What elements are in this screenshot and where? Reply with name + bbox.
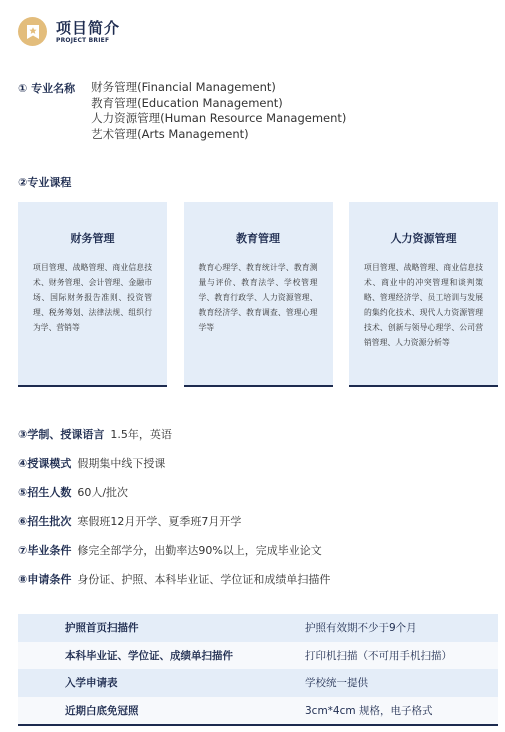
document-note: 学校统一提供 (305, 677, 368, 690)
star-bookmark-icon (18, 17, 47, 46)
courses-label: ②专业课程 (18, 176, 72, 189)
program-info-list (18, 419, 330, 593)
course-card-title: 财务管理 (70, 232, 115, 245)
info-label: ③学制、授课语言 (18, 427, 105, 441)
info-label: ⑧申请条件 (18, 572, 72, 586)
table-row (18, 697, 498, 725)
info-value: 60人/批次 (77, 485, 129, 499)
major-item-finance: 财务管理(Financial Management) (91, 80, 276, 94)
info-row-graduation (18, 535, 330, 564)
info-value: 寒假班12月开学、夏季班7月开学 (77, 514, 242, 528)
info-row-intake (18, 506, 330, 535)
course-card-body: 教育心理学、教育统计学、教育测量与评价、教育法学、学校管理学、教育行政学、人力资源管理、教育经济学、教育调查、管理心理学等 (198, 263, 318, 332)
course-card-hr (349, 202, 498, 387)
info-label: ⑤招生人数 (18, 485, 72, 499)
major-section (18, 80, 346, 142)
document-name: 本科毕业证、学位证、成绩单扫描件 (65, 649, 233, 662)
info-value: 修完全部学分，出勤率达90%以上，完成毕业论文 (77, 543, 322, 557)
page-header (18, 17, 120, 46)
table-row (18, 614, 498, 642)
course-card-title: 教育管理 (236, 232, 280, 245)
info-value: 身份证、护照、本科毕业证、学位证和成绩单扫描件 (77, 572, 331, 586)
major-list (91, 80, 346, 142)
course-card-body: 项目管理、战略管理、商业信息技术、财务管理、会计管理、金融市场、国际财务报告准则、投资管理、税务筹划、法律法规、组织行为学、营销等 (33, 263, 152, 332)
course-card-finance (18, 202, 167, 387)
info-label: ④授课模式 (18, 456, 72, 470)
course-card-title: 人力资源管理 (390, 232, 457, 245)
document-name: 护照首页扫描件 (65, 622, 139, 635)
table-row (18, 642, 498, 670)
course-card-body: 项目管理、战略管理、商业信息技术、商业中的冲突管理和谈判策略、管理经济学、员工培训与发展的集约化技术、现代人力资源管理技术、创新与领导心理学、公司营销管理、人力资源分析等 (364, 263, 483, 347)
document-name: 入学申请表 (65, 677, 118, 690)
info-row-duration (18, 419, 330, 448)
course-cards (18, 202, 498, 387)
document-name: 近期白底免冠照 (65, 704, 139, 717)
document-note: 3cm*4cm 规格，电子格式 (305, 704, 433, 717)
info-value: 1.5年，英语 (110, 427, 172, 441)
document-note: 打印机扫描（不可用手机扫描） (305, 649, 452, 662)
info-row-requirements (18, 564, 330, 593)
page-subtitle: PROJECT BRIEF (56, 36, 110, 44)
document-note: 护照有效期不少于9个月 (305, 622, 417, 635)
info-row-mode (18, 448, 330, 477)
info-label: ⑦毕业条件 (18, 543, 72, 557)
course-card-education (184, 202, 333, 387)
major-item-hr: 人力资源管理(Human Resource Management) (91, 111, 347, 125)
info-value: 假期集中线下授课 (77, 456, 166, 470)
info-label: ⑥招生批次 (18, 514, 72, 528)
info-row-enrollment (18, 477, 330, 506)
major-item-education: 教育管理(Education Management) (91, 95, 283, 110)
major-item-arts: 艺术管理(Arts Management) (91, 126, 249, 141)
page-title: 项目简介 (56, 18, 121, 37)
table-row (18, 669, 498, 697)
documents-table (18, 614, 498, 726)
major-label: ① 专业名称 (18, 82, 76, 95)
